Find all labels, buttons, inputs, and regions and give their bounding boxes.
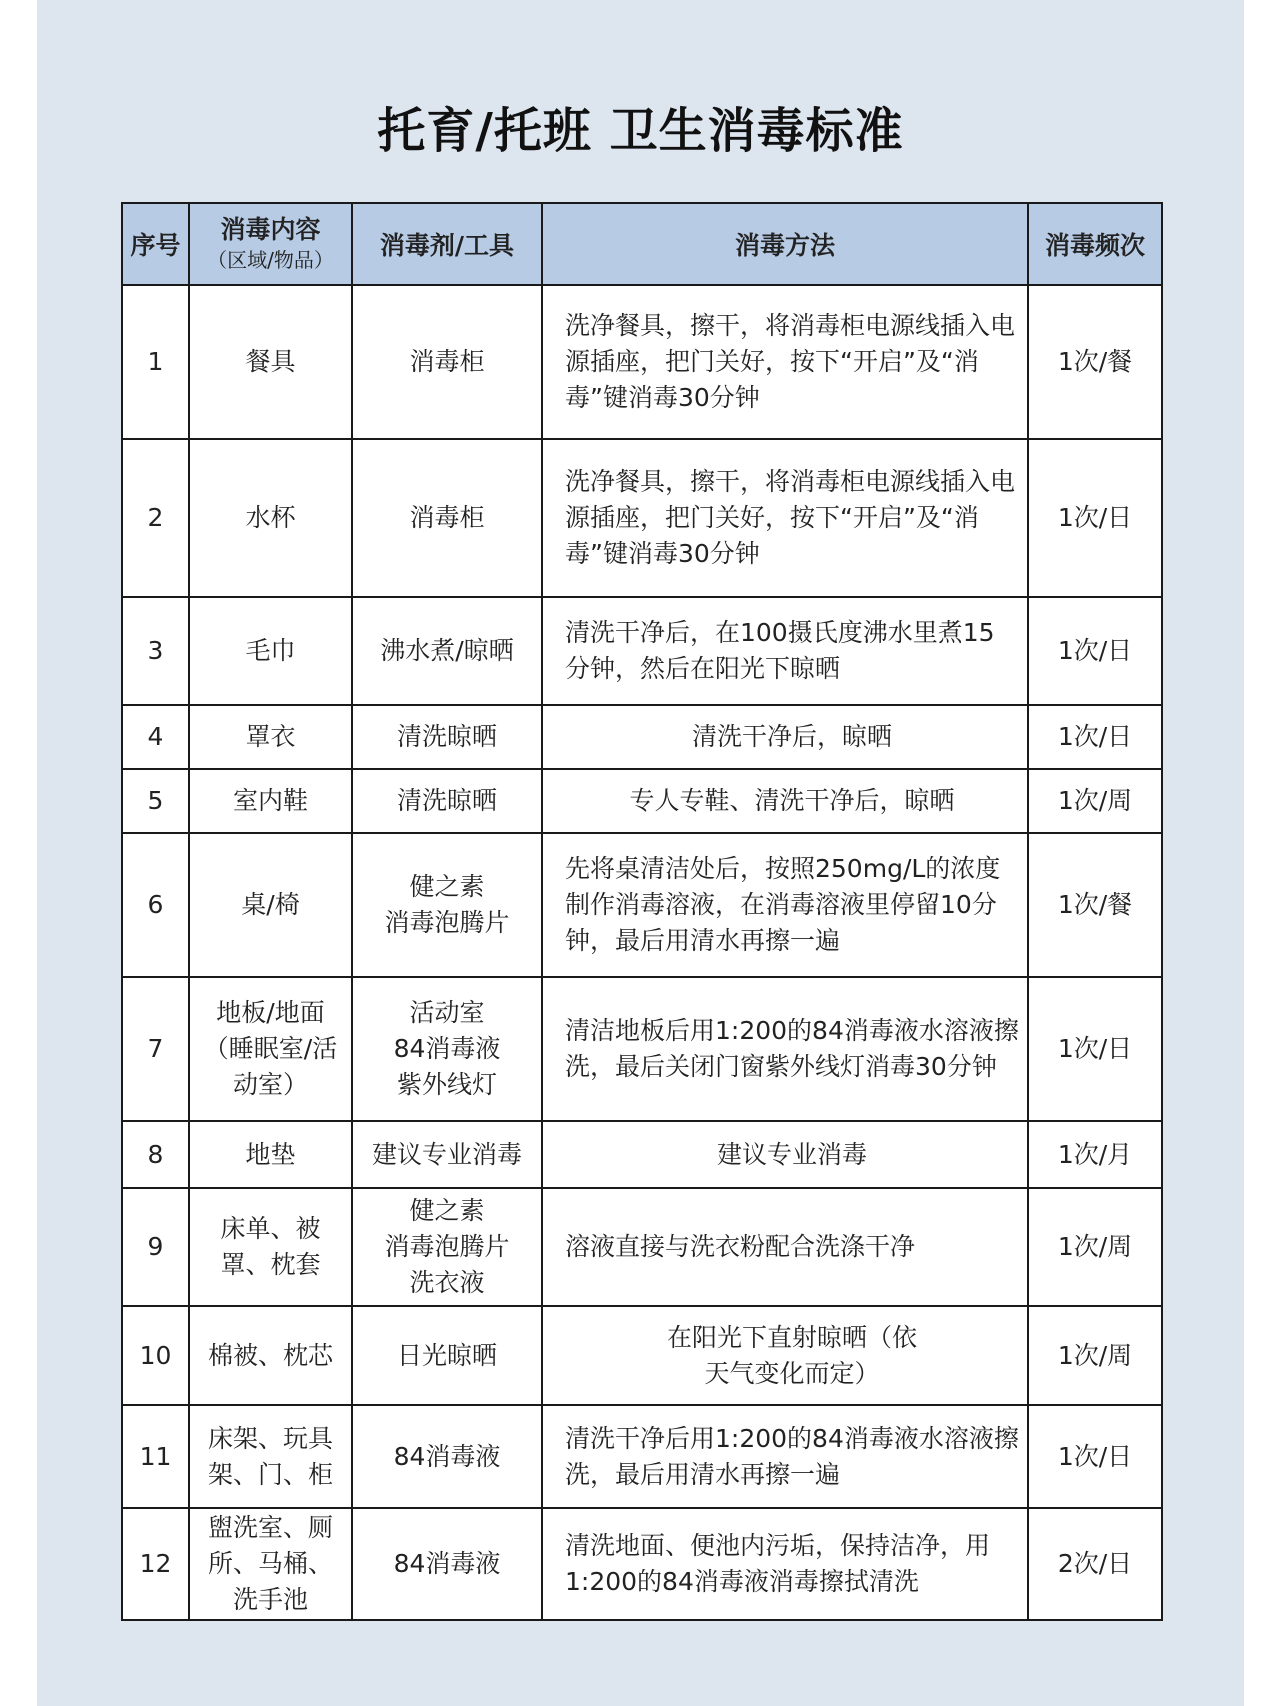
table-row: [122, 597, 1162, 705]
cell-content: 罩衣: [189, 705, 352, 769]
disinfection-table: [121, 202, 1163, 1621]
cell-content: 床单、被 罩、枕套: [189, 1188, 352, 1306]
cell-content: 床架、玩具 架、门、柜: [189, 1405, 352, 1508]
cell-method: 清洗干净后用1:200的84消毒液水溶液擦洗，最后用清水再擦一遍: [542, 1405, 1028, 1508]
cell-freq: 1次/周: [1028, 1306, 1162, 1405]
cell-no: 11: [122, 1405, 189, 1508]
cell-tool: 健之素 消毒泡腾片: [352, 833, 542, 977]
cell-no: 1: [122, 285, 189, 439]
cell-content: 桌/椅: [189, 833, 352, 977]
page-title: 托育/托班 卫生消毒标准: [377, 103, 904, 159]
table-row: [122, 977, 1162, 1121]
cell-no: 7: [122, 977, 189, 1121]
cell-freq: 1次/月: [1028, 1121, 1162, 1188]
cell-tool: 活动室 84消毒液 紫外线灯: [352, 977, 542, 1121]
cell-freq: 1次/日: [1028, 1405, 1162, 1508]
cell-method: 清洁地板后用1:200的84消毒液水溶液擦洗，最后关闭门窗紫外线灯消毒30分钟: [542, 977, 1028, 1121]
cell-method: 专人专鞋、清洗干净后，晾晒: [542, 769, 1028, 833]
cell-method: 清洗地面、便池内污垢，保持洁净，用1:200的84消毒液消毒擦拭清洗: [542, 1508, 1028, 1620]
cell-method: 建议专业消毒: [542, 1121, 1028, 1188]
cell-tool: 84消毒液: [352, 1508, 542, 1620]
cell-no: 5: [122, 769, 189, 833]
cell-freq: 1次/日: [1028, 705, 1162, 769]
cell-no: 9: [122, 1188, 189, 1306]
cell-freq: 1次/日: [1028, 439, 1162, 597]
cell-tool: 健之素 消毒泡腾片 洗衣液: [352, 1188, 542, 1306]
cell-content: 水杯: [189, 439, 352, 597]
cell-tool: 消毒柜: [352, 285, 542, 439]
cell-method: 清洗干净后，在100摄氏度沸水里煮15分钟，然后在阳光下晾晒: [542, 597, 1028, 705]
cell-method: 溶液直接与洗衣粉配合洗涤干净: [542, 1188, 1028, 1306]
header-content: [189, 203, 352, 285]
cell-method: 洗净餐具，擦干，将消毒柜电源线插入电源插座，把门关好，按下“开启”及“消毒”键消毒30分钟: [542, 285, 1028, 439]
header-row: [122, 203, 1162, 285]
cell-tool: 84消毒液: [352, 1405, 542, 1508]
cell-freq: 1次/日: [1028, 977, 1162, 1121]
cell-content: 地板/地面 （睡眠室/活 动室）: [189, 977, 352, 1121]
header-method: 消毒方法: [542, 203, 1028, 285]
cell-freq: 1次/周: [1028, 769, 1162, 833]
cell-content: 盥洗室、厕 所、马桶、 洗手池: [189, 1508, 352, 1620]
cell-no: 10: [122, 1306, 189, 1405]
cell-freq: 1次/餐: [1028, 833, 1162, 977]
table-row: [122, 769, 1162, 833]
cell-method: 清洗干净后，晾晒: [542, 705, 1028, 769]
cell-freq: 1次/周: [1028, 1188, 1162, 1306]
cell-tool: 清洗晾晒: [352, 769, 542, 833]
cell-no: 12: [122, 1508, 189, 1620]
cell-content: 餐具: [189, 285, 352, 439]
table-row: [122, 1121, 1162, 1188]
header-no: 序号: [122, 203, 189, 285]
cell-no: 4: [122, 705, 189, 769]
table-row: [122, 1405, 1162, 1508]
table-row: [122, 1306, 1162, 1405]
table-row: [122, 285, 1162, 439]
cell-content: 毛巾: [189, 597, 352, 705]
header-freq: 消毒频次: [1028, 203, 1162, 285]
cell-freq: 1次/餐: [1028, 285, 1162, 439]
cell-content: 棉被、枕芯: [189, 1306, 352, 1405]
table-row: [122, 1508, 1162, 1620]
cell-method: 在阳光下直射晾晒（依天气变化而定）: [542, 1306, 1028, 1405]
cell-freq: 2次/日: [1028, 1508, 1162, 1620]
table-row: [122, 439, 1162, 597]
cell-no: 8: [122, 1121, 189, 1188]
cell-tool: 沸水煮/晾晒: [352, 597, 542, 705]
cell-no: 3: [122, 597, 189, 705]
cell-method: 先将桌清洁处后，按照250mg/L的浓度制作消毒溶液，在消毒溶液里停留10分钟，最后用清水再擦一遍: [542, 833, 1028, 977]
cell-tool: 清洗晾晒: [352, 705, 542, 769]
table-row: [122, 705, 1162, 769]
cell-tool: 日光晾晒: [352, 1306, 542, 1405]
cell-method: 洗净餐具，擦干，将消毒柜电源线插入电源插座，把门关好，按下“开启”及“消毒”键消毒30分钟: [542, 439, 1028, 597]
cell-no: 6: [122, 833, 189, 977]
cell-content: 地垫: [189, 1121, 352, 1188]
table-row: [122, 1188, 1162, 1306]
cell-content: 室内鞋: [189, 769, 352, 833]
header-tool: 消毒剂/工具: [352, 203, 542, 285]
header-content-sub: （区域/物品）: [207, 248, 334, 272]
page-background: [37, 0, 1244, 1706]
cell-no: 2: [122, 439, 189, 597]
cell-freq: 1次/日: [1028, 597, 1162, 705]
table-row: [122, 833, 1162, 977]
header-content-label: 消毒内容: [220, 215, 321, 244]
cell-tool: 消毒柜: [352, 439, 542, 597]
cell-tool: 建议专业消毒: [352, 1121, 542, 1188]
